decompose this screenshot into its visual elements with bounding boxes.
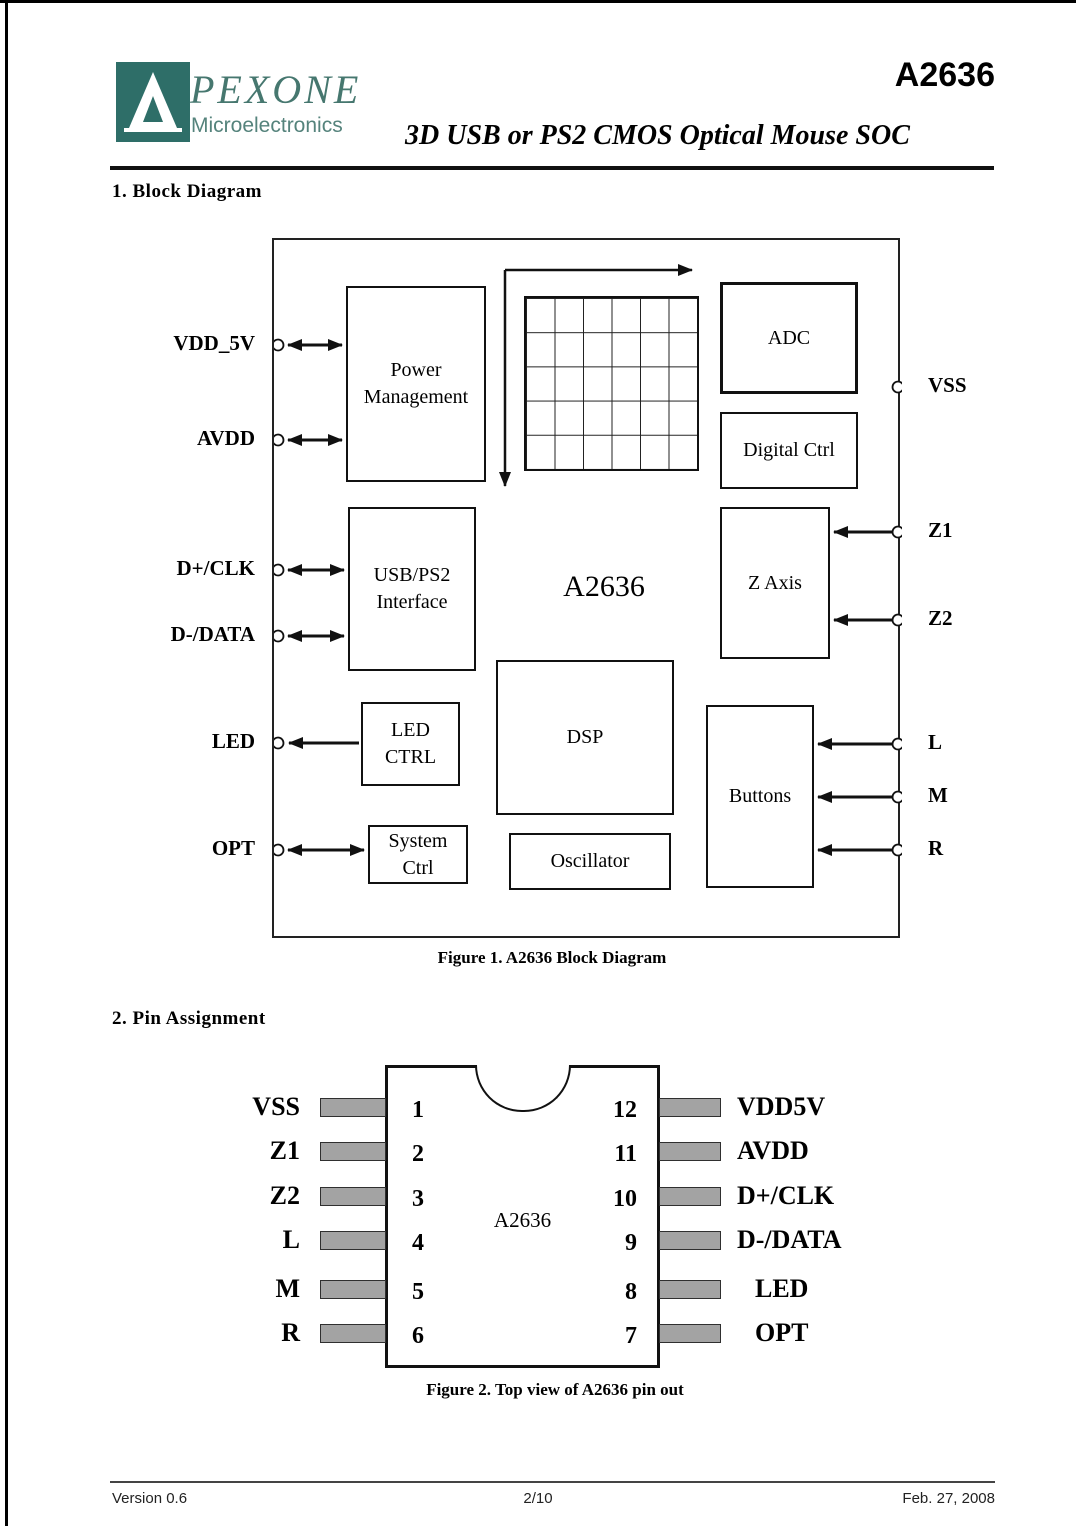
- pin-pad-5: [320, 1280, 386, 1299]
- footer-page-number: 2/10: [523, 1490, 553, 1507]
- block-z-axis: Z Axis: [720, 507, 830, 659]
- pixel-array-grid: [524, 296, 699, 471]
- signal-label-ddata: D-/DATA: [170, 622, 255, 646]
- document-number: A2636: [894, 56, 995, 94]
- footer-rule: [110, 1481, 995, 1483]
- pin-pad-10: [659, 1187, 721, 1206]
- pin-label-ddata: D-/DATA: [737, 1225, 842, 1254]
- pinout-chip-label: A2636: [493, 1208, 552, 1232]
- block-system-ctrl: System Ctrl: [368, 825, 468, 884]
- pin-pad-11: [659, 1142, 721, 1161]
- pin-label-vdd5v: VDD5V: [737, 1092, 826, 1121]
- brand-name: PEXONE: [190, 67, 362, 112]
- pin-pad-12: [659, 1098, 721, 1117]
- pinout-chip-body: [385, 1065, 660, 1368]
- pin-number-3: 3: [412, 1186, 424, 1212]
- pin-number-6: 6: [412, 1323, 424, 1349]
- block-power-management: Power Management: [346, 286, 486, 482]
- pin-pad-8: [659, 1280, 721, 1299]
- signal-label-z2: Z2: [928, 606, 953, 630]
- pin-label-led: LED: [755, 1274, 809, 1303]
- apexone-logo-icon: [116, 62, 190, 142]
- pin-number-9: 9: [625, 1230, 637, 1256]
- signal-label-vss: VSS: [928, 373, 967, 397]
- pin-pad-2: [320, 1142, 386, 1161]
- pin-number-10: 10: [613, 1186, 637, 1212]
- signal-label-m: M: [928, 783, 948, 807]
- pin-label-m: M: [275, 1274, 300, 1303]
- pin-label-l: L: [282, 1225, 300, 1254]
- signal-label-z1: Z1: [928, 518, 953, 542]
- pin-pad-7: [659, 1324, 721, 1343]
- signal-label-opt: OPT: [211, 836, 255, 860]
- block-dsp: DSP: [496, 660, 674, 815]
- block-digital-ctrl: Digital Ctrl: [720, 412, 858, 489]
- block-adc: ADC: [720, 282, 858, 394]
- pin-number-1: 1: [412, 1097, 424, 1123]
- pin-number-8: 8: [625, 1279, 637, 1305]
- pin-pad-6: [320, 1324, 386, 1343]
- pin-number-12: 12: [613, 1097, 637, 1123]
- pin-number-4: 4: [412, 1230, 424, 1256]
- signal-label-r: R: [928, 836, 944, 860]
- block-led-ctrl: LED CTRL: [361, 702, 460, 786]
- chip-name-label: A2636: [563, 570, 645, 603]
- figure-1-caption: Figure 1. A2636 Block Diagram: [437, 948, 667, 967]
- pin-label-avdd: AVDD: [737, 1136, 809, 1165]
- section-1-heading: 1. Block Diagram: [112, 181, 262, 202]
- pin-label-r: R: [281, 1318, 300, 1347]
- pin-number-11: 11: [614, 1141, 637, 1167]
- block-buttons: Buttons: [706, 705, 814, 888]
- document-title: 3D USB or PS2 CMOS Optical Mouse SOC: [405, 120, 910, 151]
- block-diagram-frame: [272, 238, 900, 938]
- header-rule: [110, 166, 994, 170]
- signal-label-avdd: AVDD: [197, 426, 255, 450]
- block-oscillator: Oscillator: [509, 833, 671, 890]
- pin-pad-4: [320, 1231, 386, 1250]
- pin-label-z2: Z2: [269, 1181, 300, 1210]
- pin-pad-9: [659, 1231, 721, 1250]
- pin-pad-3: [320, 1187, 386, 1206]
- brand-subtitle: Microelectronics: [191, 114, 343, 137]
- figure-2-caption: Figure 2. Top view of A2636 pin out: [426, 1380, 684, 1399]
- pin-label-z1: Z1: [269, 1136, 300, 1165]
- signal-label-led: LED: [211, 729, 255, 753]
- pin-number-2: 2: [412, 1141, 424, 1167]
- section-2-heading: 2. Pin Assignment: [112, 1008, 266, 1029]
- pin-pad-1: [320, 1098, 386, 1117]
- pin-label-vss: VSS: [252, 1092, 300, 1121]
- footer-version: Version 0.6: [112, 1490, 188, 1507]
- pin-label-opt: OPT: [755, 1318, 809, 1347]
- scan-edge-top: [0, 0, 1076, 3]
- signal-label-vdd5v: VDD_5V: [173, 331, 255, 355]
- signal-label-l: L: [928, 730, 943, 754]
- pin1-notch: [475, 1065, 571, 1112]
- pin-label-dpclk: D+/CLK: [737, 1181, 835, 1210]
- pin-number-7: 7: [625, 1323, 637, 1349]
- pin-number-5: 5: [412, 1279, 424, 1305]
- signal-label-dpclk: D+/CLK: [176, 556, 255, 580]
- block-usb-ps2-interface: USB/PS2 Interface: [348, 507, 476, 671]
- scan-edge-left: [5, 0, 8, 1526]
- footer-date: Feb. 27, 2008: [902, 1490, 995, 1507]
